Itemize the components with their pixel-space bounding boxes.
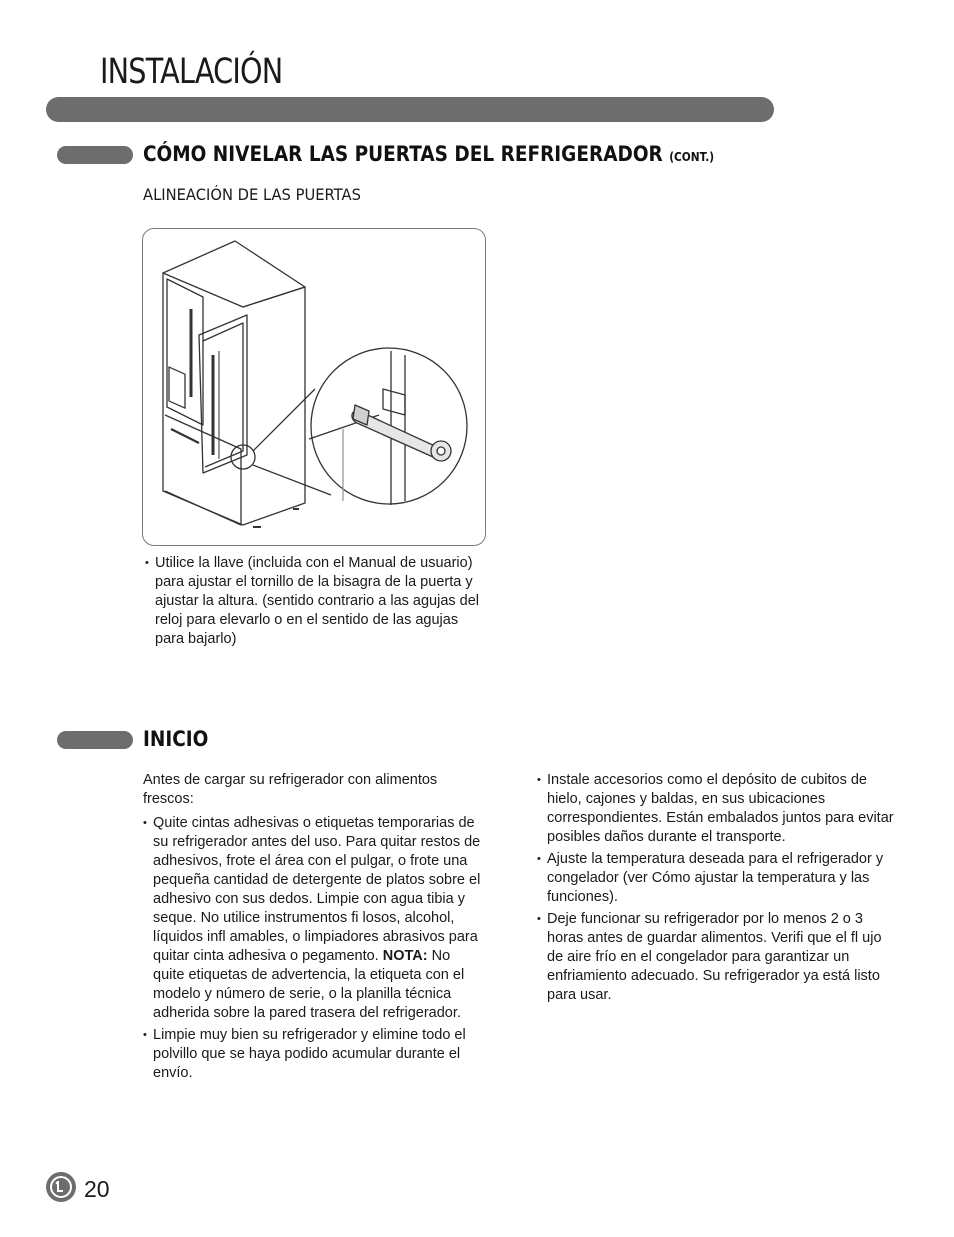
page-number: 20 [84,1176,110,1202]
page-title: INSTALACIÓN [100,52,283,92]
list-item: • Limpie muy bien su refrigerador y elimine todo el polvillo que se haya podido acumular durante el envío. [143,1026,483,1083]
lg-logo-icon [46,1172,76,1202]
inicio-left-list [143,814,483,1083]
inicio-left-column [143,771,483,1086]
refrigerator-wrench-drawing [143,229,487,547]
section-marker-doors [57,146,133,164]
inicio-right-column [537,771,899,1008]
door-alignment-instructions [145,554,490,652]
list-item: • Instale accesorios como el depósito de cubitos de hielo, cajones y baldas, en sus ubicaciones correspondientes. Están embalados juntos para evitar posibles daños durante el transporte. [537,771,899,847]
inicio-right-list [537,771,899,1005]
section-heading-suffix: (CONT.) [669,150,715,164]
lg-logo-mark [46,1172,76,1202]
sub-heading-door-alignment: ALINEACIÓN DE LAS PUERTAS [143,185,361,204]
list-item-text: Quite cintas adhesivas o etiquetas temporarias de su refrigerador antes del uso. Para quitar restos de adhesivos, frote el área con el pulgar, o frote una pequeña cantidad de detergente de platos sobre el adhesivo con sus dedos. Limpie con agua tibia y seque. No utilice instrumentos fi losos, alcohol, líquidos infl amables, o limpiadores abrasivos para quitar cinta adhesiva o pegamento. [153,815,481,964]
nota-label: NOTA: [382,948,428,964]
section-heading-inicio: INICIO [143,727,209,751]
list-item: • Utilice la llave (incluida con el Manual de usuario) para ajustar el tornillo de la bisagra de la puerta y ajustar la altura. (sentido contrario a las agujas del reloj para elevarlo o en el sentido de las agujas para bajarlo) [145,554,490,649]
section-heading-doors-text: CÓMO NIVELAR LAS PUERTAS DEL REFRIGERADOR [143,142,663,166]
door-alignment-illustration [142,228,486,546]
inicio-intro: Antes de cargar su refrigerador con alimentos frescos: [143,772,438,807]
list-item: • Ajuste la temperatura deseada para el refrigerador y congelador (ver Cómo ajustar la temperatura y las funciones). [537,850,899,907]
list-item: • Deje funcionar su refrigerador por lo menos 2 o 3 horas antes de guardar alimentos. Verifi que el fl ujo de aire frío en el congelador para garantizar un enfriamiento adecuado. Su refrigerador ya está listo para usar. [537,910,899,1005]
list-item [143,814,483,1023]
section-marker-inicio [57,731,133,749]
nota-text: No quite etiquetas de advertencia, la etiqueta con el modelo y número de serie, o la planilla técnica adherida sobre la pared trasera del refrigerador. [153,948,465,1021]
section-heading-doors [143,142,714,166]
title-bar [46,97,774,122]
